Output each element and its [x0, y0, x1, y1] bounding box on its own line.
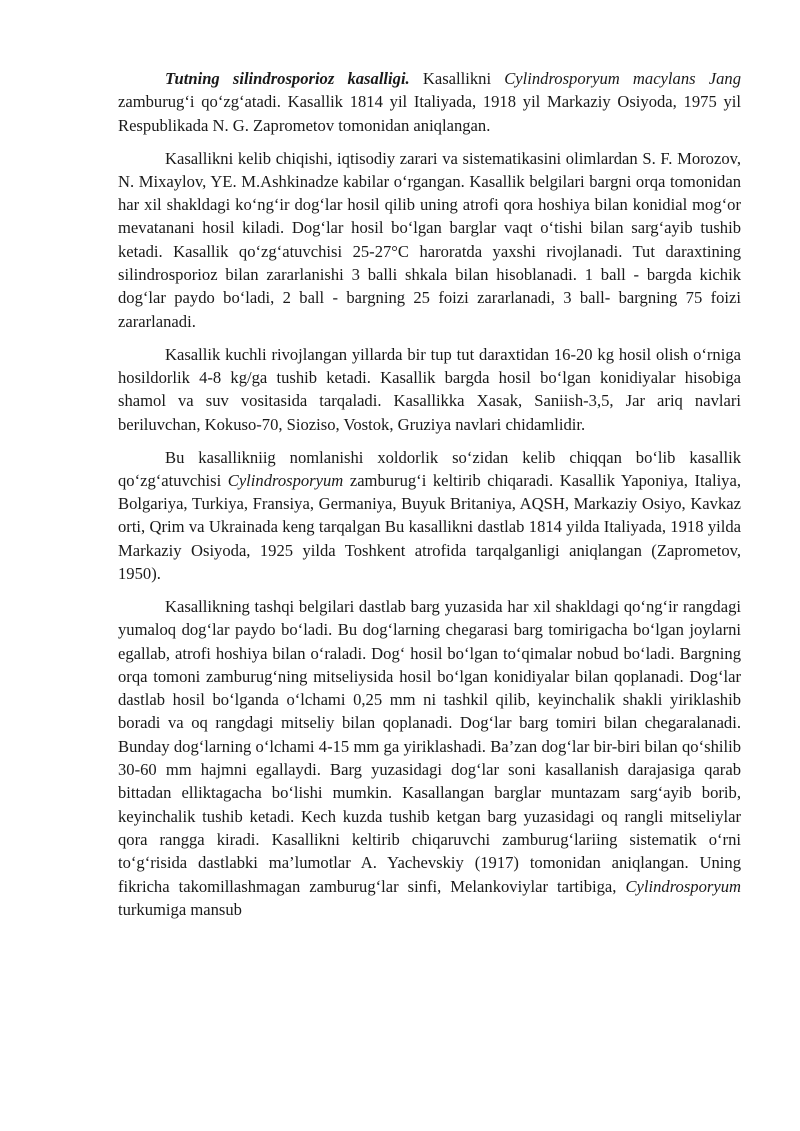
- text-run: zamburug‘i keltirib chiqaradi. Kasallik Yaponiya, Italiya, Bolgariya, Turkiya, Fransiya, Germaniya, Buyuk Britaniya, AQSH, Markaziy Osiyo, Kavkaz orti, Qrim va Ukrainada keng tarqalgan Bu kasallikni dastlab 1814 yilda Italiyada, 1918 yilda Markaziy Osiyoda, 1925 yilda Toshkent atrofida tarqalganligi aniqlangan (Zaprometov, 1950).: [118, 470, 741, 583]
- species-name: Cylindrosporyum macylans Jang: [504, 69, 741, 88]
- paragraph-symptoms-overview: [118, 147, 741, 333]
- paragraph-distribution: [118, 446, 741, 586]
- genus-name: Cylindrosporyum: [625, 876, 741, 896]
- genus-name: Cylindrosporyum: [227, 470, 344, 490]
- text-run: Kasallikni: [409, 69, 505, 88]
- text-run: turkumiga mansub: [118, 899, 242, 919]
- text-run: Bu kasallikniig nomlanishi xoldorlik so‘zidan kelib chiqqan bo‘lib kasallik qo‘zg‘atuvchisi: [118, 447, 741, 490]
- document-page: [118, 67, 741, 921]
- paragraph-yield-loss: [118, 343, 741, 436]
- paragraph-external-signs: [118, 595, 741, 921]
- section-heading: Tutning silindrosporioz kasalligi.: [165, 69, 410, 88]
- paragraph-silindrosporioz-intro: [118, 67, 741, 137]
- text-run: zamburug‘i qo‘zg‘atadi. Kasallik 1814 yil Italiyada, 1918 yil Markaziy Osiyoda, 1975 yil Respublikada N. G. Zaprometov tomonidan aniqlangan.: [118, 92, 741, 135]
- text-run: Kasallikni kelib chiqishi, iqtisodiy zarari va sistematikasini olimlardan S. F. Morozov, N. Mixaylov, YE. M.Ashkinadze kabilar o‘rgangan. Kasallik belgilari bargni orqa tomonidan har xil shakldagi ko‘ng‘ir dog‘lar hosil qilib uning atrofi qora hoshiya bilan konidial mog‘or mevatanani hosil kiladi. Dog‘lar hosil bo‘lgan barglar vaqt o‘tishi bilan sarg‘ayib tushib ketadi. Kasallik qo‘zg‘atuvchisi 25-27°C haroratda yaxshi rivojlanadi. Tut daraxtining silindrosporioz bilan zararlanishi 3 balli shkala bilan hisoblanadi. 1 ball - bargda kichik dog‘lar paydo bo‘ladi, 2 ball - bargning 25 foizi zararlanadi, 3 ball- bargning 75 foizi zararlanadi.: [118, 148, 741, 331]
- text-run: Kasallikning tashqi belgilari dastlab barg yuzasida har xil shakldagi qo‘ng‘ir rangdagi yumaloq dog‘lar paydo bo‘ladi. Bu dog‘larning chegarasi barg tomirigacha bo‘lgan joylarni egallab, atrofi hoshiya bilan o‘raladi. Dog‘ hosil bo‘lgan to‘qimalar nobud bo‘ladi. Bargning orqa tomoni zamburug‘ning mitseliysida hosil bo‘lgan konidiyalar bilan qoplanadi. Dog‘lar dastlab hosil bo‘lganda o‘lchami 0,25 mm ni tashkil qilib, keyinchalik shakli yiriklashib boradi va oq rangdagi mitseliy bilan qoplanadi. Dog‘lar barg tomiri bilan chegaralanadi. Bunday dog‘larning o‘lchami 4-15 mm ga yiriklashadi. Ba’zan dog‘lar bir-biri bilan qo‘shilib 30-60 mm hajmni egallaydi. Barg yuzasidagi dog‘lar soni kasallanish darajasiga qarab bittadan elliktagacha bo‘lishi mumkin. Kasallangan barglar muntazam sarg‘ayib borib, keyinchalik tushib ketadi. Kech kuzda tushib ketgan barg yuzasidagi oq rangli mitseliylar qora rangga kiradi. Kasallikni keltirib chiqaruvchi zamburug‘lariing sistematik o‘rni to‘g‘risida dastlabki ma’lumotlar A. Yachevskiy (1917) tomonidan aniqlangan. Uning fikricha takomillashmagan zamburug‘lar sinfi, Melankoviylar tartibiga,: [118, 596, 741, 896]
- text-run: Kasallik kuchli rivojlangan yillarda bir tup tut daraxtidan 16-20 kg hosil olish o‘rniga hosildorlik 4-8 kg/ga tushib ketadi. Kasallik bargda hosil bo‘lgan konidiyalar hisobiga shamol va suv vositasida tarqaladi. Kasallikka Xasak, Saniish-3,5, Jar ariq navlari beriluvchan, Kokuso-70, Sioziso, Vostok, Gruziya navlari chidamlidir.: [118, 344, 741, 434]
